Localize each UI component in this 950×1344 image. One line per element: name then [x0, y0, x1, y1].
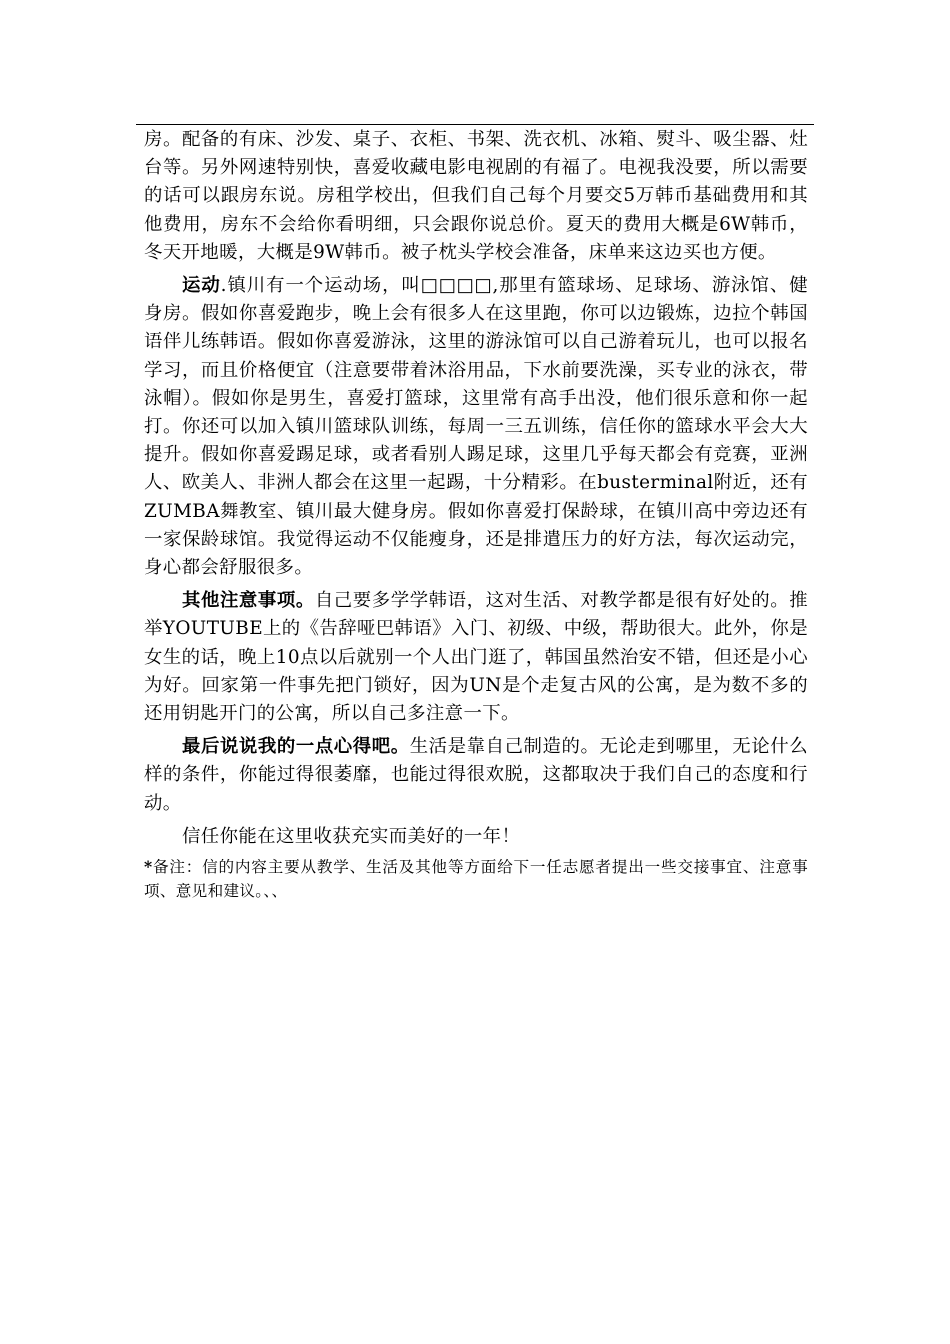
paragraph-closing-heading: 最后说说我的一点心得吧。 [182, 736, 410, 758]
footnote [144, 855, 808, 903]
paragraph-notes-heading: 其他注意事项。 [182, 590, 315, 612]
footnote-text: 备注：信的内容主要从教学、生活及其他等方面给下一任志愿者提出一些交接事宜、注意事项、意见和建议。、、 [144, 858, 808, 901]
document-body [144, 126, 808, 903]
paragraph-sports-heading: 运动 [182, 275, 221, 297]
paragraph-notes [144, 587, 808, 728]
paragraph-wish: 信任你能在这里收获充实而美好的一年！ [182, 825, 521, 847]
paragraph-housing: 房。配备的有床、沙发、桌子、衣柜、书架、洗衣机、冰箱、熨斗、吸尘器、灶台等。另外网速特别快，喜爱收藏电影电视剧的有福了。电视我没要，所以需要的话可以跟房东说。房租学校出，但我们自己每个月要交5万韩币基础费用和其他费用，房东不会给你看明细，只会跟你说总价。夏天的费用大概是6W韩币，冬天开地暖，大概是9W韩币。被子枕头学校会准备，床单来这边买也方便。 [144, 129, 808, 263]
header-rule [136, 124, 814, 125]
paragraph-sports-text-a: .镇川有一个运动场，叫 [220, 275, 421, 297]
footnote-marker: * [144, 857, 153, 877]
paragraph-notes-text: 自己要多学学韩语，这对生活、对教学都是很有好处的。推举YOUTUBE上的《告辞哑巴韩语》入门、初级、中级，帮助很大。此外，你是女生的话，晚上10点以后就别一个人出门逛了，韩国虽然治安不错，但还是小心为好。回家第一件事先把门锁好，因为UN是个走复古风的公寓，是为数不多的还用钥匙开门的公寓，所以自己多注意一下。 [144, 590, 808, 725]
paragraph-sports-text-b: ,那里有篮球场、足球场、游泳馆、健身房。假如你喜爱跑步，晚上会有很多人在这里跑，你可以边锻炼，边拉个韩国语伴儿练韩语。假如你喜爱游泳，这里的游泳馆可以自己游着玩儿，也可以报名学习，而且价格便宜（注意要带着沐浴用品，下水前要洗澡，买专业的泳衣，带泳帽）。假如你是男生，喜爱打篮球，这里常有高手出没，他们很乐意和你一起打。你还可以加入镇川篮球队训练，每周一三五训练，信任你的篮球水平会大大提升。假如你喜爱踢足球，或者看别人踢足球，这里几乎每天都会有竞赛，亚洲人、欧美人、非洲人都会在这里一起踢，十分精彩。在busterminal附近，还有ZUMBA舞教室、镇川最大健身房。假如你喜爱打保龄球，在镇川高中旁边还有一家保龄球馆。我觉得运动不仅能瘦身，还是排遣压力的好方法，每次运动完，身心都会舒服很多。 [144, 275, 808, 579]
paragraph-closing [144, 733, 808, 818]
paragraph-sports [144, 272, 808, 582]
paragraph-closing-text: 生活是靠自己制造的。无论走到哪里，无论什么样的条件，你能过得很萎靡，也能过得很欢脱，这都取决于我们自己的态度和行动。 [144, 736, 808, 814]
venue-name: □□□□ [420, 275, 493, 297]
